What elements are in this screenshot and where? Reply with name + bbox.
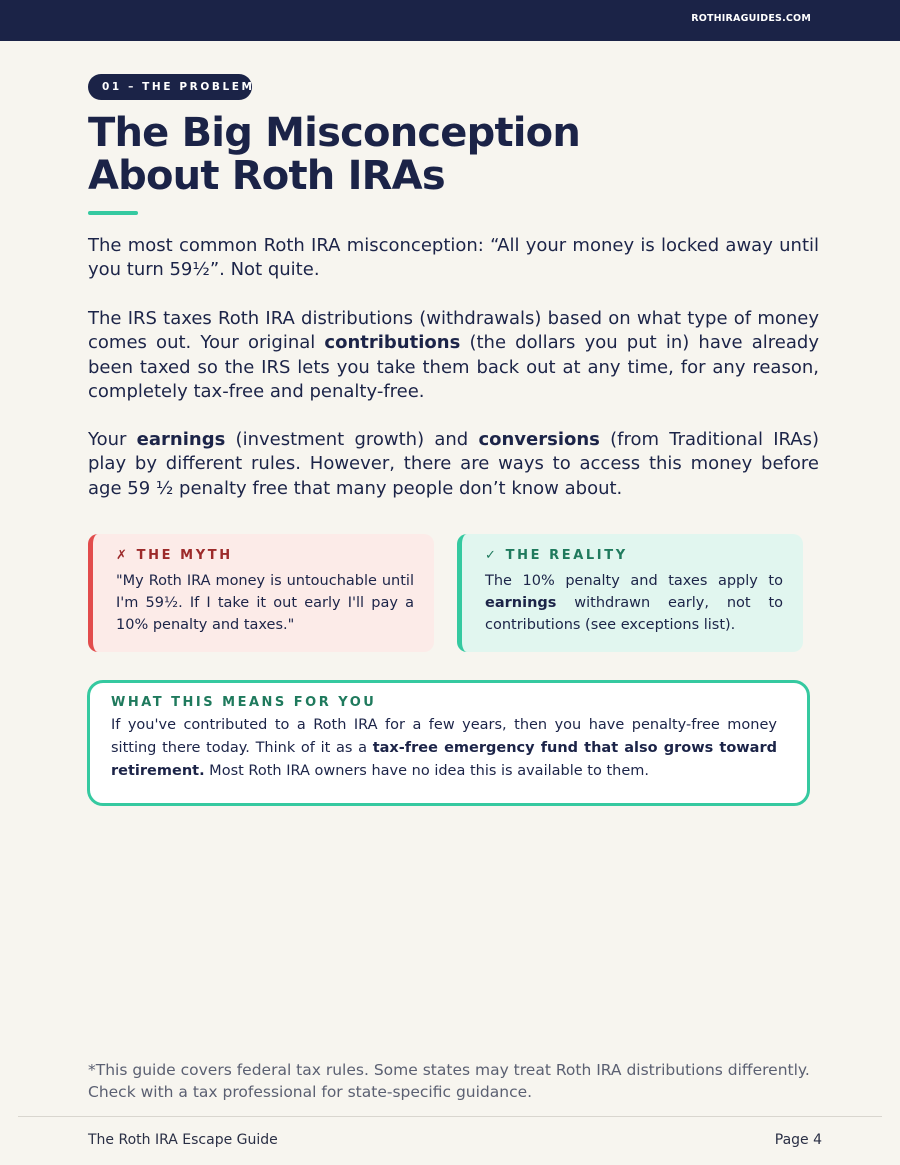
myth-text: "My Roth IRA money is untouchable until I'm 59½. If I take it out early I'll pay a 10% penalty and taxes." (116, 573, 414, 633)
footer-page-number: Page 4 (774, 1132, 822, 1148)
contributions-paragraph (88, 307, 819, 404)
reality-text (485, 570, 783, 636)
reality-text-a: The 10% penalty and taxes apply to (485, 573, 783, 589)
means-bold-phrase: tax-free emergency fund that also grows toward retirement. (111, 740, 777, 779)
intro-paragraph: The most common Roth IRA misconception: “All your money is locked away until you turn 59½”. Not quite. (88, 235, 819, 281)
earnings-paragraph (88, 428, 819, 501)
means-heading: WHAT THIS MEANS FOR YOU (111, 695, 377, 710)
footer-guide-name: The Roth IRA Escape Guide (88, 1132, 278, 1148)
myth-card (88, 534, 434, 652)
site-url: ROTHIRAGUIDES.COM (691, 13, 811, 24)
means-text-c: Most Roth IRA owners have no idea this is available to them. (204, 763, 649, 779)
top-banner (0, 0, 900, 41)
title-line-2: About Roth IRAs (88, 153, 445, 199)
what-this-means-callout (87, 680, 810, 806)
reality-text-c: withdrawn early, not to contributions (see exceptions list). (485, 595, 783, 633)
means-text (111, 714, 777, 783)
footer-divider (18, 1116, 882, 1117)
reality-bold-earnings: earnings (485, 595, 557, 611)
p3-bold-conversions: conversions (478, 429, 600, 450)
title-line-1: The Big Misconception (88, 110, 581, 156)
p2-text-a: The IRS taxes Roth IRA distributions (withdrawals) based on what type of money comes out. Your original (88, 308, 819, 354)
p3-text-a: Your (88, 429, 137, 450)
p3-text-e: (from Traditional IRAs) play by different rules. However, there are ways to access this money before age 59 ½ penalty free that many people don’t know about. (88, 429, 820, 499)
p2-text-c: (the dollars you put in) have already been taxed so the IRS lets you take them back out at any time, for any reason, completely tax-free and penalty-free. (88, 332, 819, 402)
reality-card (457, 534, 803, 652)
title-accent-divider (88, 211, 138, 215)
means-text-a: If you've contributed to a Roth IRA for a few years, then you have penalty-free money sitting there today. Think of it as a (111, 717, 777, 756)
myth-heading: ✗ THE MYTH (116, 548, 233, 563)
page-title (88, 112, 648, 198)
p3-text-c: (investment growth) and (225, 429, 479, 450)
section-label-badge: 01 – THE PROBLEM (88, 74, 252, 100)
p2-bold-contributions: contributions (324, 332, 461, 354)
p3-bold-earnings: earnings (136, 429, 226, 450)
footnote: *This guide covers federal tax rules. Some states may treat Roth IRA distributions differently. Check with a tax professional for state-specific guidance. (88, 1061, 810, 1101)
reality-heading: ✓ THE REALITY (485, 548, 628, 563)
